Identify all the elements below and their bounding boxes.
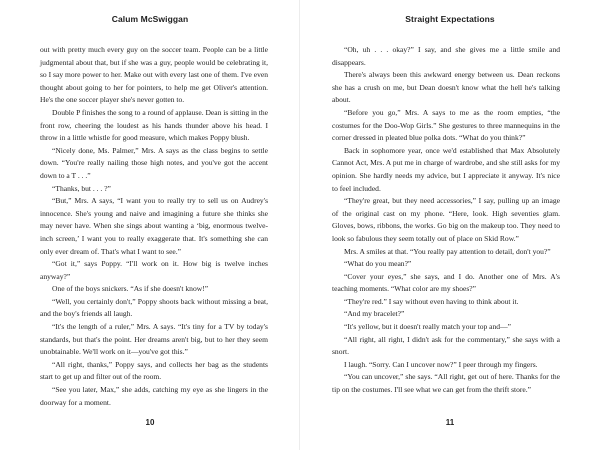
left-page-text (40, 44, 268, 409)
paragraph: “But,” Mrs. A says, “I want you to really try to sell us on Audrey's innocence. She's young and naive and imagining a future she thinks she may never have. When she sings about wanting a ‘big, enormous twelve-inch screen,’ I want you to really exaggerate that. It's something she can only ever dream of. That's what I want to see.” (40, 196, 268, 256)
paragraph: “Before you go,” Mrs. A says to me as the room empties, “the costumes for the Doo-Wop Girls.” She gestures to three mannequins in the corner dressed in pleated blue polka dots. “What do you think?” (332, 107, 560, 143)
paragraph: “They're great, but they need accessories,” I say, pulling up an image of the original cast on my phone. “Here, look. High seventies glam. Gloves, bows, ribbons, the works. Go big on the makeup too. They need to look so fabulous they seem totally out of place on Skid Row.” (332, 196, 560, 243)
paragraph: “See you later, Max,” she adds, catching my eye as she lingers in the doorway for a moment. (40, 385, 268, 407)
paragraph: “They're red.” I say without even having to think about it. (344, 296, 519, 306)
paragraph: Mrs. A smiles at that. “You really pay attention to detail, don't you?” (344, 246, 551, 256)
paragraph: “Well, you certainly don't,” Poppy shoots back without missing a beat, and the boy's friends all laugh. (40, 296, 268, 319)
paragraph: There's always been this awkward energy between us. Dean reckons she has a crush on me, but Dean doesn't know what the hell he's talking about. (332, 70, 560, 105)
running-header-title: Straight Expectations (405, 14, 495, 24)
paragraph: out with pretty much every guy on the soccer team. People can be a little judgmental about that, but if she was a guy, people would be celebrating it, so I say more power to her. Make out with every last one of them. I've even thought about going to her for pointers, to help me get Oliver's attention. He's the one soccer player she's never gotten to. (40, 45, 268, 105)
paragraph: “Got it,” says Poppy. “I'll work on it. How big is twelve inches anyway?” (40, 259, 268, 281)
right-page-text (332, 44, 560, 397)
paragraph: “Thanks, but . . . ?” (52, 183, 111, 193)
paragraph: “What do you mean?” (344, 259, 412, 269)
paragraph: “It's yellow, but it doesn't really match your top and—” (344, 322, 511, 332)
page-number-left: 10 (145, 418, 155, 427)
right-page (300, 0, 600, 450)
paragraph: Double P finishes the song to a round of applause. Dean is sitting in the front row, cheering the loudest as his hands thunder above his head. I throw in a little whistle for good measure, which makes Poppy blush. (40, 107, 268, 143)
page-number-right: 11 (445, 418, 455, 427)
paragraph: “Oh, uh . . . okay?” I say, and she gives me a little smile and disappears. (332, 45, 560, 67)
paragraph: “Cover your eyes,” she says, and I do. Another one of Mrs. A's teaching moments. “What color are my shoes?” (332, 271, 560, 294)
paragraph: Back in sophomore year, once we'd established that Max Absolutely Cannot Act, Mrs. A put me in charge of wardrobe, and she still asks for my opinion. She hardly needs my advice, but I appreciate it anyway. It's nice to feel included. (332, 145, 560, 193)
paragraph: “You can uncover,” she says. “All right, get out of here. Thanks for the tip on the costumes. I'll see what we can get from the thrift store.” (332, 372, 560, 395)
paragraph: I laugh. “Sorry. Can I uncover now?” I peer through my fingers. (344, 359, 538, 369)
paragraph: “And my bracelet?” (344, 309, 405, 319)
paragraph: “Nicely done, Ms. Palmer,” Mrs. A says as the class begins to settle down. “You're really nailing those high notes, and you've got the accent down to a T . . .” (40, 145, 268, 180)
paragraph: “All right, all right, I didn't ask for the commentary,” she says with a snort. (332, 334, 560, 357)
paragraph: One of the boys snickers. “As if she doesn't know!” (52, 284, 209, 294)
paragraph: “It's the length of a ruler,” Mrs. A says. “It's tiny for a TV by today's standards, but that's the point. Her dreams aren't big, but to her they seem unobtainable. We'll work on it—you've got this.” (40, 322, 268, 357)
running-header-author: Calum McSwiggan (111, 14, 189, 24)
paragraph: “All right, thanks,” Poppy says, and collects her bag as the students start to get up and filter out of the room. (40, 359, 268, 382)
